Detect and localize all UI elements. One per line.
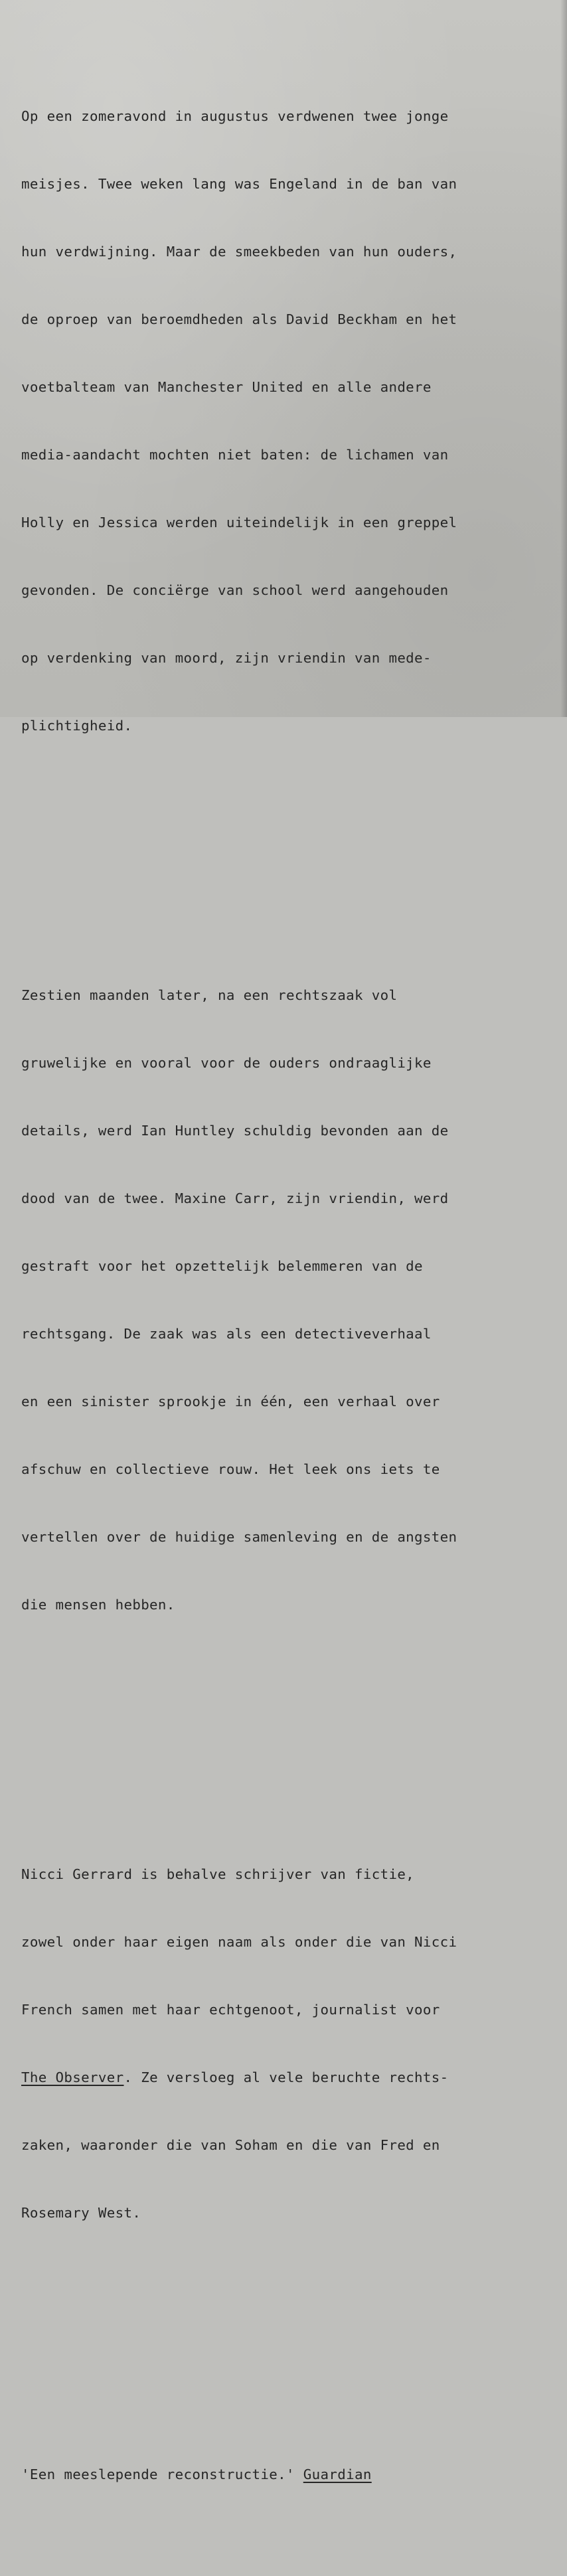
text-line: Op een zomeravond in augustus verdwenen twee jonge xyxy=(21,108,449,124)
paragraph-gap xyxy=(21,2337,552,2350)
text-line-rest: . Ze versloeg al vele beruchte rechts- xyxy=(123,2069,449,2085)
paragraph-1 xyxy=(21,60,552,782)
paragraph-gap xyxy=(21,850,552,871)
text-line: vertellen over de huidige samenleving en de angsten xyxy=(21,1529,457,1545)
text-line: gruwelijke en vooral voor de ouders ondraaglijke xyxy=(21,1055,432,1071)
newspaper-title: The Observer xyxy=(21,2069,124,2085)
text-line: Zestien maanden later, na een rechtszaak vol xyxy=(21,987,398,1003)
text-line: die mensen hebben. xyxy=(21,1597,175,1613)
quote-text: 'Een meeslepende reconstructie.' xyxy=(21,2466,303,2482)
text-line: zaken, waaronder die van Soham en die van Fred en xyxy=(21,2137,440,2153)
text-line: media-aandacht mochten niet baten: de lichamen van xyxy=(21,447,449,463)
text-line: Nicci Gerrard is behalve schrijver van fictie, xyxy=(21,1866,415,1882)
quote-source: Guardian xyxy=(303,2466,372,2482)
text-line: meisjes. Twee weken lang was Engeland in de ban van xyxy=(21,176,457,192)
text-line: op verdenking van moord, zijn vriendin van mede- xyxy=(21,650,432,666)
text-line: gestraft voor het opzettelijk belemmeren van de xyxy=(21,1258,423,1274)
text-line: hun verdwijning. Maar de smeekbeden van hun ouders, xyxy=(21,244,457,260)
text-line: de oproep van beroemdheden als David Beckham en het xyxy=(21,311,457,327)
text-line: en een sinister sprookje in één, een verhaal over xyxy=(21,1394,440,1409)
text-line: plichtigheid. xyxy=(21,718,133,734)
page-edge-shadow xyxy=(560,0,567,717)
paragraph-3 xyxy=(21,1818,552,2269)
text-line: Rosemary West. xyxy=(21,2205,141,2221)
paragraph-2 xyxy=(21,939,552,1661)
text-line xyxy=(21,2463,552,2486)
text-line: zowel onder haar eigen naam als onder die van Nicci xyxy=(21,1934,457,1950)
text-line: afschuw en collectieve rouw. Het leek ons iets te xyxy=(21,1461,440,1477)
text-line: Holly en Jessica werden uiteindelijk in een greppel xyxy=(21,515,457,530)
paragraph-gap xyxy=(21,1729,552,1750)
text-line: rechtsgang. De zaak was als een detectiveverhaal xyxy=(21,1326,432,1342)
typewritten-text xyxy=(21,15,552,2576)
text-line: details, werd Ian Huntley schuldig bevonden aan de xyxy=(21,1123,449,1139)
text-line: gevonden. De conciërge van school werd aangehouden xyxy=(21,582,449,598)
text-line xyxy=(21,2066,552,2089)
text-line: French samen met haar echtgenoot, journalist voor xyxy=(21,2002,440,2018)
text-line: dood van de twee. Maxine Carr, zijn vriendin, werd xyxy=(21,1190,449,1206)
text-line: voetbalteam van Manchester United en alle andere xyxy=(21,379,432,395)
press-quote xyxy=(21,2418,552,2531)
